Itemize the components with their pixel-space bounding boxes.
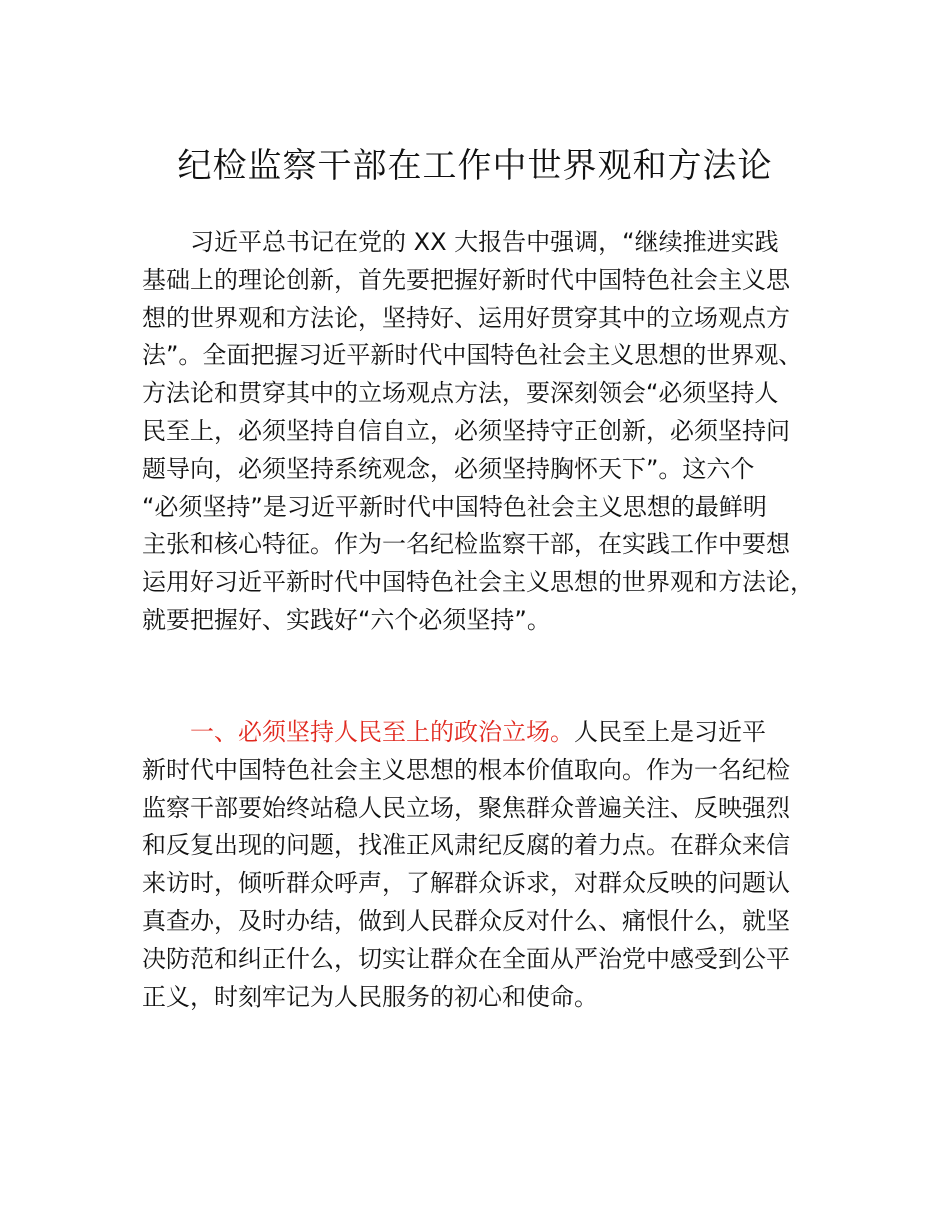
paragraph-line: 法”。全面把握习近平新时代中国特色社会主义思想的世界观、 [142,341,803,370]
paragraph-intro [142,224,842,640]
paragraph-line: 决防范和纠正什么，切实让群众在全面从严治党中感受到公平 [142,944,790,973]
paragraph-line: 新时代中国特色社会主义思想的根本价值取向。作为一名纪检 [142,755,790,784]
paragraph-line: 主张和核心特征。作为一名纪检监察干部，在实践工作中要想 [142,530,790,559]
document-title: 纪检监察干部在工作中世界观和方法论 [177,146,773,186]
paragraph-first-line [142,714,842,752]
paragraph-line: 题导向，必须坚持系统观念，必须坚持胸怀天下”。这六个 [142,454,755,483]
paragraph-line: 民至上，必须坚持自信自立，必须坚持守正创新，必须坚持问 [142,416,790,445]
paragraph-line: 想的世界观和方法论，坚持好、运用好贯穿其中的立场观点方 [142,303,790,332]
paragraph-line: 方法论和贯穿其中的立场观点方法，要深刻领会“必须坚持人 [142,379,779,408]
paragraph-line: “必须坚持”是习近平新时代中国特色社会主义思想的最鲜明 [142,492,767,521]
heading-line-rest: 人民至上是习近平 [574,718,766,746]
paragraph-line: 基础上的理论创新，首先要把握好新时代中国特色社会主义思 [142,265,790,294]
paragraph-line: 监察干部要始终站稳人民立场，聚焦群众普遍关注、反映强烈 [142,793,790,822]
paragraph-line: 习近平总书记在党的 XX 大报告中强调，“继续推进实践 [190,228,779,256]
paragraph-line: 正义，时刻牢记为人民服务的初心和使命。 [142,982,598,1011]
paragraph-line: 运用好习近平新时代中国特色社会主义思想的世界观和方法论， [142,568,814,597]
paragraph-line: 就要把握好、实践好“六个必须坚持”。 [142,605,551,634]
paragraph-line: 和反复出现的问题，找准正风肃纪反腐的着力点。在群众来信 [142,831,790,860]
section-heading: 一、必须坚持人民至上的政治立场。 [190,718,574,746]
paragraph-line: 真查办，及时办结，做到人民群众反对什么、痛恨什么，就坚 [142,906,790,935]
paragraph-section-one [142,714,842,1016]
paragraph-line: 来访时，倾听群众呼声，了解群众诉求，对群众反映的问题认 [142,869,790,898]
